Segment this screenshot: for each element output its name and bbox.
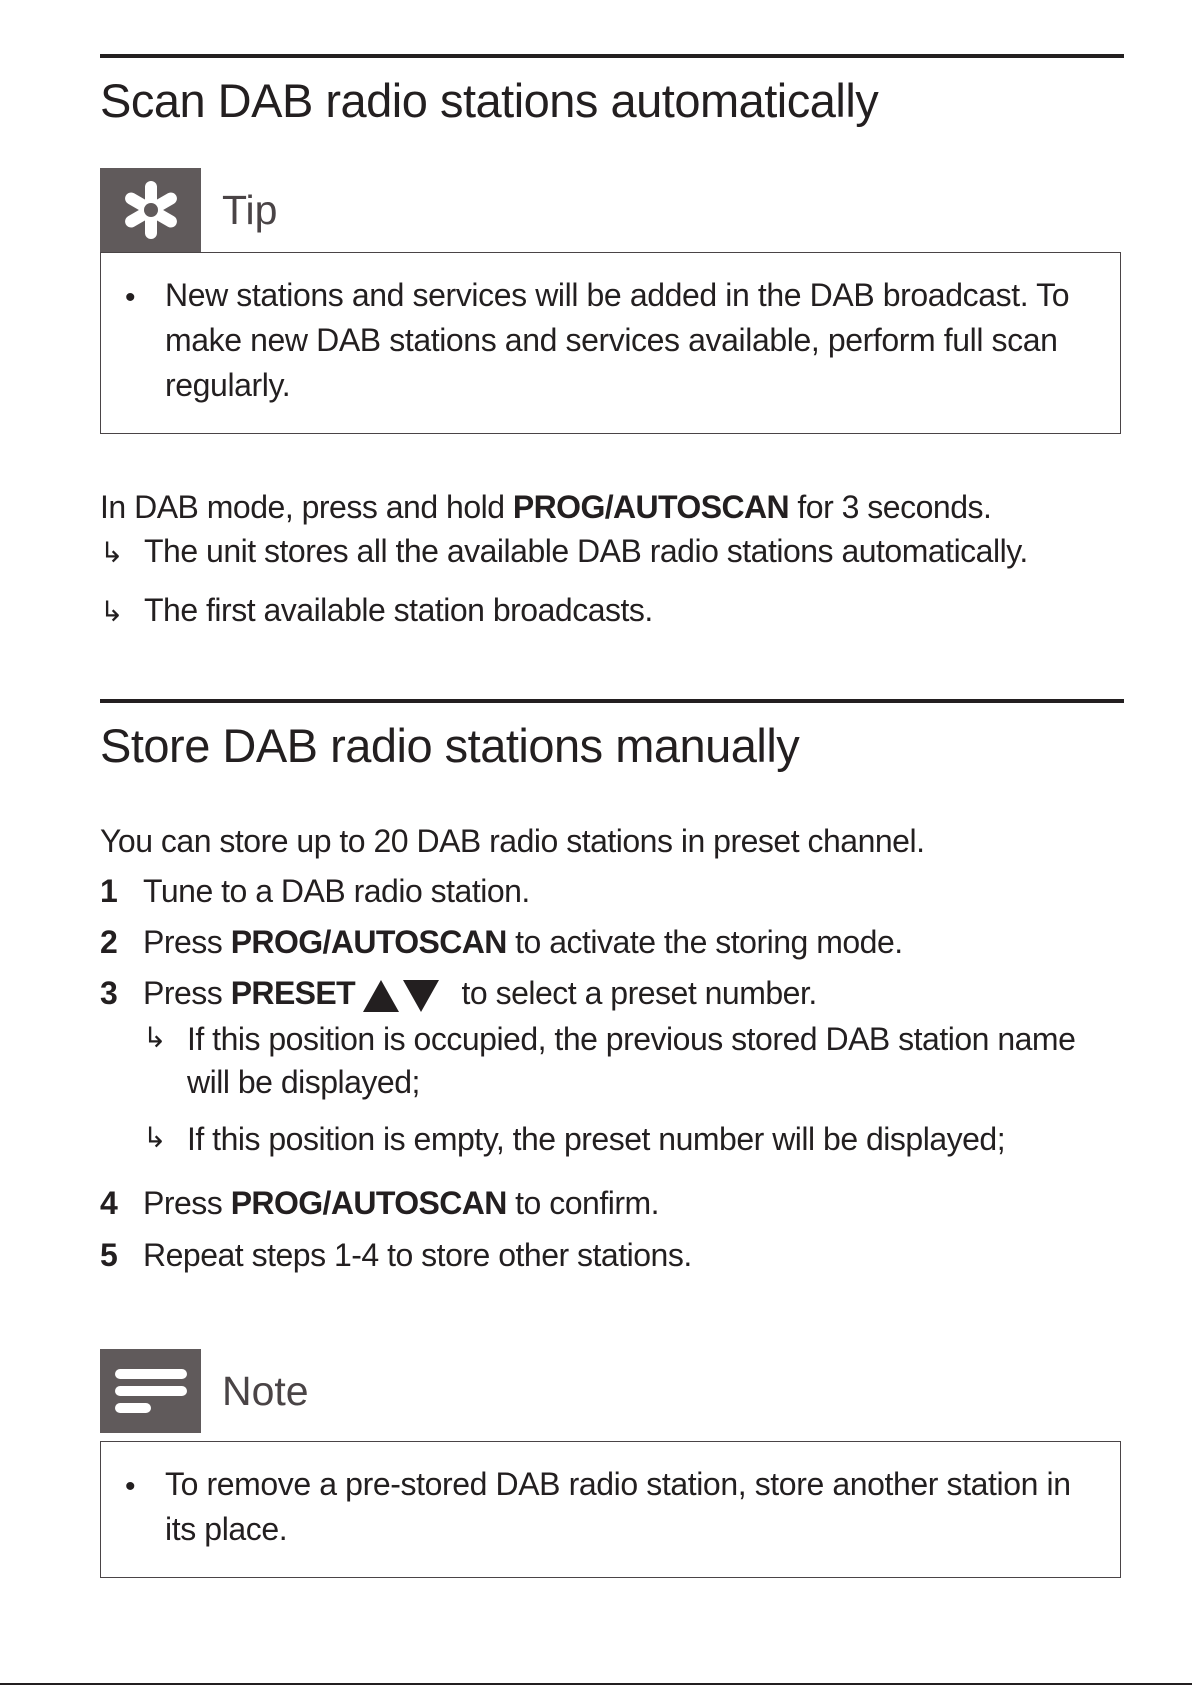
instruction-post: for 3 seconds. (788, 489, 992, 525)
result-arrow-icon: ↳ (143, 1022, 167, 1053)
step-number: 2 (100, 924, 118, 960)
step-number: 4 (100, 1185, 118, 1221)
note-lines-icon (100, 1349, 201, 1433)
result-arrow-icon: ↳ (100, 537, 123, 568)
step-number: 3 (100, 975, 118, 1011)
asterisk-icon (100, 168, 201, 252)
step-text: to confirm. (506, 1185, 660, 1221)
note-header (100, 1349, 309, 1433)
result-arrow-icon: ↳ (100, 596, 123, 627)
note-box (100, 1441, 1121, 1578)
triangle-down-icon (403, 980, 439, 1012)
bullet-icon: • (125, 281, 136, 314)
section-title-store: Store DAB radio stations manually (100, 719, 800, 772)
scan-instruction (100, 491, 991, 523)
step-3 (143, 977, 817, 1012)
note-text: To remove a pre-stored DAB radio station, store another station in its place. (165, 1466, 1071, 1547)
scan-result-2 (100, 594, 653, 626)
step-4 (143, 1187, 659, 1219)
tip-header (100, 168, 277, 252)
result-arrow-icon: ↳ (143, 1122, 167, 1153)
step3-result-1: If this position is occupied, the previous stored DAB station name will be displayed; (187, 1021, 1076, 1101)
key-prog-autoscan: PROG/AUTOSCAN (230, 1185, 507, 1221)
key-preset: PRESET (230, 975, 356, 1011)
section-rule-store (100, 699, 1124, 703)
section-title-scan: Scan DAB radio stations automatically (100, 74, 879, 127)
step-number: 5 (100, 1237, 118, 1273)
step3-result-2: If this position is empty, the preset number will be displayed; (187, 1121, 1006, 1157)
step-text: Press (143, 924, 231, 960)
tip-label: Tip (222, 186, 278, 233)
tip-box (100, 252, 1121, 434)
instruction-pre: In DAB mode, press and hold (100, 489, 513, 525)
step-5: Repeat steps 1-4 to store other stations. (143, 1237, 692, 1273)
key-prog-autoscan: PROG/AUTOSCAN (230, 924, 507, 960)
store-intro: You can store up to 20 DAB radio stations in preset channel. (100, 823, 925, 859)
step-number: 1 (100, 873, 118, 909)
note-label: Note (222, 1367, 309, 1414)
step-text: to activate the storing mode. (506, 924, 903, 960)
tip-text: New stations and services will be added in the DAB broadcast. To make new DAB stations and services available, perform full scan regularly. (165, 277, 1070, 403)
key-prog-autoscan: PROG/AUTOSCAN (512, 489, 789, 525)
section-rule-top (100, 54, 1124, 58)
triangle-up-icon (363, 980, 399, 1012)
step-text: to select a preset number. (453, 975, 817, 1011)
step-2 (143, 926, 903, 958)
result-text: The unit stores all the available DAB radio stations automatically. (144, 533, 1028, 569)
step-text: Press (143, 1185, 231, 1221)
step-1: Tune to a DAB radio station. (143, 873, 530, 909)
bullet-icon: • (125, 1470, 136, 1503)
step-text: Press (143, 975, 231, 1011)
scan-result-1 (100, 535, 1028, 567)
result-text: The first available station broadcasts. (144, 592, 653, 628)
